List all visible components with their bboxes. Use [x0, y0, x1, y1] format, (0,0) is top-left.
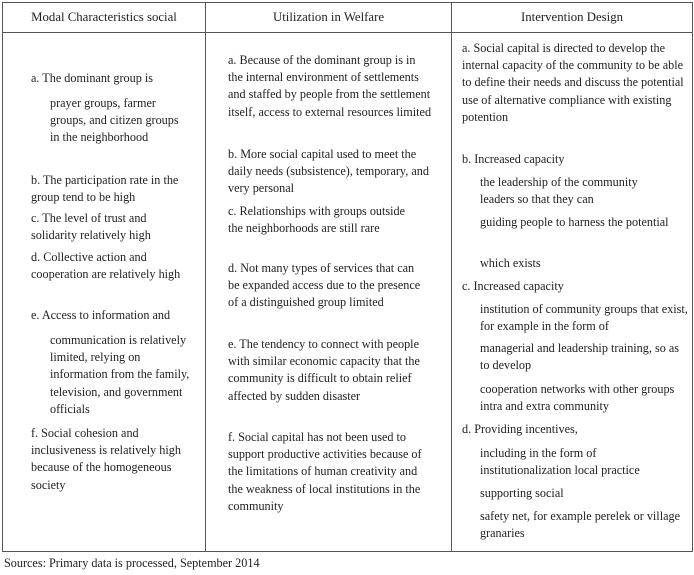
list-item: prayer groups, farmer groups, and citizen groups in the neighborhood	[50, 96, 179, 145]
list-item: d. Not many types of services that can be expanded access due to the presence of a distinguished group limited	[228, 261, 421, 310]
cell-intervention	[452, 33, 693, 552]
body-row	[3, 33, 693, 552]
header-row	[3, 3, 693, 33]
list-item: a. Social capital is directed to develop the internal capacity of the community to be able to define their needs and discuss the potential use of alternative compliance with existing potention	[462, 41, 684, 124]
cell-modal-characteristics	[3, 33, 206, 552]
header-modal-characteristics: Modal Characteristics social	[3, 3, 206, 33]
list-item: which exists	[480, 256, 541, 270]
list-item: managerial and leadership training, so as to develop	[480, 341, 679, 373]
header-utilization: Utilization in Welfare	[206, 3, 452, 33]
list-item: e. Access to information and	[31, 308, 171, 322]
header-intervention: Intervention Design	[452, 3, 693, 33]
list-item: c. The level of trust and solidarity relatively high	[31, 211, 151, 243]
list-item: b. Increased capacity	[462, 152, 565, 166]
list-item: a. Because of the dominant group is in the internal environment of settlements and staffed by people from the settlement itself, access to external resources limited	[228, 53, 432, 119]
list-item: cooperation networks with other groups intra and extra community	[480, 382, 675, 414]
list-item: f. Social capital has not been used to support productive activities because of the limitations of human creativity and the weakness of local institutions in the community	[228, 430, 422, 513]
list-item: b. The participation rate in the group tend to be high	[31, 173, 179, 205]
list-item: d. Providing incentives,	[462, 422, 578, 436]
source-note: Sources: Primary data is processed, September 2014	[4, 556, 260, 570]
list-item: b. More social capital used to meet the daily needs (subsistence), temporary, and very personal	[228, 147, 429, 196]
list-item: guiding people to harness the potential	[480, 215, 669, 229]
list-item: including in the form of institutionalization local practice	[480, 446, 640, 478]
cell-utilization	[206, 33, 452, 552]
list-item: e. The tendency to connect with people with similar economic capacity that the community is difficult to obtain relief affected by sudden disaster	[228, 337, 420, 403]
list-item: institution of community groups that exist, for example in the form of	[480, 302, 688, 334]
list-item: the leadership of the community leaders so that they can	[480, 175, 638, 207]
list-item: c. Increased capacity	[462, 279, 564, 293]
data-table	[2, 2, 693, 552]
list-item: communication is relatively limited, relying on information from the family, television, and government officials	[50, 333, 190, 416]
list-item: d. Collective action and cooperation are relatively high	[31, 250, 181, 282]
list-item: a. The dominant group is	[31, 71, 153, 85]
list-item: safety net, for example perelek or village granaries	[480, 509, 680, 541]
list-item: f. Social cohesion and inclusiveness is relatively high because of the homogeneous society	[31, 426, 181, 492]
list-item: supporting social	[480, 486, 564, 500]
list-item: c. Relationships with groups outside the neighborhoods are still rare	[228, 204, 406, 236]
